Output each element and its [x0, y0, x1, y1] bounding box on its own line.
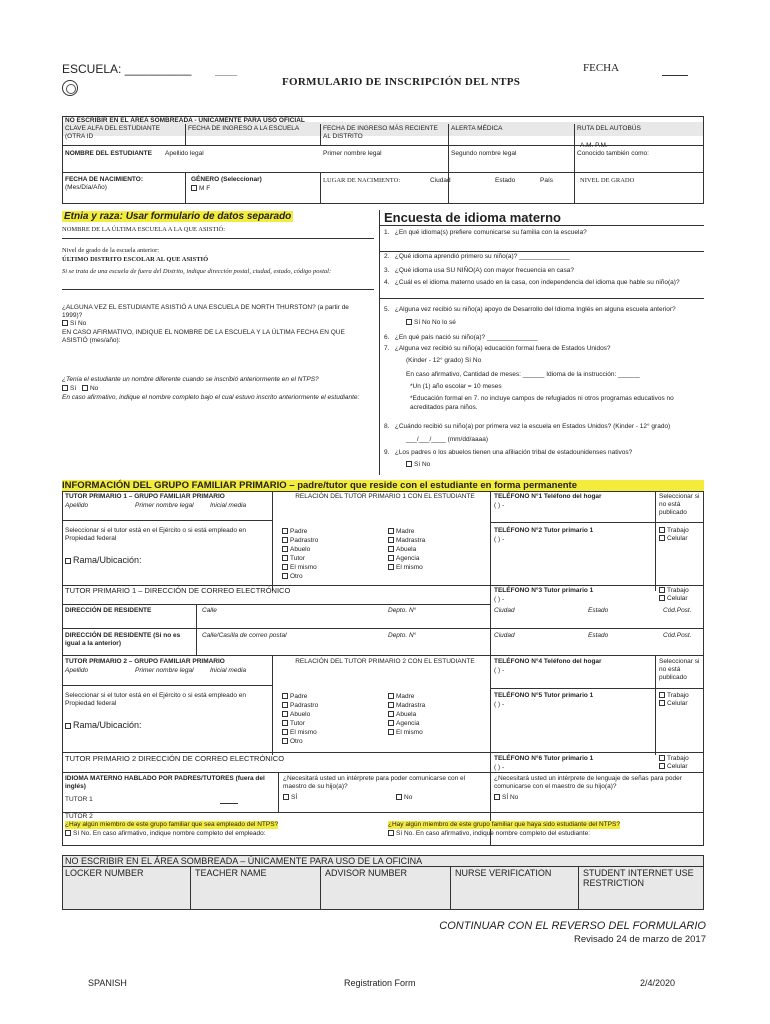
footer-date: 2/4/2020: [640, 978, 676, 988]
employee-question: ¿Hay algún miembro de este grupo familiar que sea empleado del NTPS?: [65, 821, 279, 828]
zip-label-2: Cód.Post.: [663, 632, 692, 639]
street-label: Calle: [202, 607, 217, 614]
first-name-label: Primer nombre legal: [323, 150, 382, 157]
family-banner: INFORMACIÓN DEL GRUPO FAMILIAR PRIMARIO – padre/tutor que reside con el estudiante en forma permanente: [62, 480, 704, 491]
phone6-type[interactable]: Trabajo Celular: [659, 755, 689, 771]
unlisted-select-2[interactable]: Seleccionar si no está publicado: [659, 658, 700, 681]
phone3-type[interactable]: Trabajo Celular: [659, 587, 689, 603]
survey-q5: ¿Alguna vez recibió su niño(a) apoyo de Desarrollo del Idioma Inglés en alguna escuela anterior?: [394, 306, 676, 313]
tutor1-military[interactable]: Seleccionar si el tutor está en el Ejército o si está empleado en Propiedad federal: [65, 527, 247, 542]
tutor2-military[interactable]: Seleccionar si el tutor está en el Ejército o si está empleado en Propiedad federal: [65, 692, 247, 707]
former-student-question: ¿Hay algún miembro de este grupo familiar que haya sido estudiante del NTPS?: [388, 821, 620, 828]
tutor1-firstname: Primer nombre legal: [135, 502, 194, 509]
last-district-label: ÚLTIMO DISTRITO ESCOLAR AL QUE ASISTIÓ: [62, 256, 209, 263]
interpreter-question: ¿Necesitará usted un intérprete para poder comunicarse con el maestro de su hijo(a)?: [283, 775, 466, 790]
other-name-detail: En caso afirmativo, indique el nombre completo bajo el cual estuvo inscrito anteriormente el estudiante:: [62, 394, 360, 401]
phone3-label: TELÉFONO N°3 Tutor primario 1: [494, 587, 594, 594]
medical-alert: ALERTA MÉDICA: [451, 125, 503, 132]
city-label-2: Ciudad: [494, 632, 515, 639]
student-alpha-key: CLAVE ALFA DEL ESTUDIANTE (OTRA ID: [65, 125, 161, 140]
survey-q9: ¿Los padres o los abuelos tienen una afiliación tribal de estadounidenses nativos?: [394, 449, 633, 456]
phone4-mask[interactable]: ( ) -: [494, 667, 505, 674]
tutor2-title: TUTOR PRIMARIO 2 – GRUPO FAMILIAR PRIMARIO: [65, 658, 225, 665]
school-label: ESCUELA: __________: [62, 62, 192, 76]
tutor2-relations-right[interactable]: Madre Madrastra Abuela Agencia El mismo: [388, 692, 425, 737]
employee-detail[interactable]: Sí No. En caso afirmativo, indique nombre completo del empleado:: [65, 830, 266, 838]
gender-label: GÉNERO (Seleccionar): [191, 176, 262, 183]
residence-address-label: DIRECCIÓN DE RESIDENTE: [65, 607, 152, 614]
zip-label-1: Cód.Post.: [663, 607, 692, 614]
survey-q8: ¿Cuándo recibió su niño(a) por primera vez la escuela en Estados Unidos? (Kinder - 12° grado): [394, 423, 671, 430]
middle-name-label: Segundo nombre legal: [451, 150, 517, 157]
district-entry-date: FECHA DE INGRESO MÁS RECIENTE AL DISTRITO: [323, 125, 438, 140]
phone1-label: TELÉFONO N°1 Teléfono del hogar: [494, 493, 602, 500]
school-entry-date: FECHA DE INGRESO A LA ESCUELA: [188, 125, 300, 132]
sign-language-question: ¿Necesitará usted un intérprete de lenguaje de señas para poder comunicarse con el maestro de su hijo(a)?: [494, 775, 682, 790]
student-name-label: NOMBRE DEL ESTUDIANTE: [65, 150, 152, 157]
tutor2-rama[interactable]: Rama/Ubicación:: [65, 720, 142, 730]
tutor1-language-label: TUTOR 1: [65, 796, 93, 803]
city-label-1: Ciudad: [494, 607, 515, 614]
phone1-mask[interactable]: ( ) -: [494, 502, 505, 509]
other-name-options[interactable]: Sí No: [62, 385, 98, 393]
tutor1-email-label: TUTOR PRIMARIO 1 – DIRECCIÓN DE CORREO ELECTRÓNICO: [65, 586, 291, 595]
survey-q7-note1: *Un (1) año escolar = 10 meses: [410, 383, 502, 390]
locker-number-label: LOCKER NUMBER: [65, 868, 144, 878]
phone3-mask[interactable]: ( ) -: [494, 596, 505, 603]
phone2-label: TELÉFONO N°2 Tutor primario 1: [494, 527, 594, 534]
revision-date: Revisado 24 de marzo de 2017: [573, 934, 706, 945]
phone6-mask[interactable]: ( ) -: [494, 764, 505, 771]
dob-format: (Mes/Día/Año): [65, 184, 107, 191]
survey-q8-format: ___/___/____ (mm/dd/aaaa): [406, 436, 489, 443]
survey-q1: ¿En qué idioma(s) prefiere comunicarse su familia con la escuela?: [394, 229, 587, 236]
aka-label: Conocido también como:: [577, 150, 649, 157]
fecha-label: FECHA: [583, 62, 620, 74]
tutor2-language-label: TUTOR 2: [65, 813, 93, 820]
tutor1-relations-right[interactable]: Madre Madrastra Abuela Agencia El mismo: [388, 527, 425, 572]
tutor2-relation-label: RELACIÓN DEL TUTOR PRIMARIO 2 CON EL ESTUDIANTE: [295, 658, 475, 665]
tutor2-lastname: Apellido: [65, 667, 89, 674]
birthplace-label: LUGAR DE NACIMIENTO:: [323, 177, 401, 184]
ethnicity-note: Etnia y raza: Usar formulario de datos separado: [64, 211, 292, 222]
tutor1-title: TUTOR PRIMARIO 1 – GRUPO FAMILIAR PRIMARIO: [65, 493, 225, 500]
survey-q7: ¿Alguna vez recibió su niño(a) educación formal fuera de Estados Unidos?: [394, 345, 611, 352]
apt-label: Depto. N°: [388, 607, 417, 614]
grade-level-label: NIVEL DE GRADO: [580, 177, 635, 184]
residence-address2-label: DIRECCIÓN DE RESIDENTE (Si no es igual a la anterior): [65, 632, 181, 647]
phone5-type[interactable]: Trabajo Celular: [659, 692, 689, 708]
interpreter-no[interactable]: No: [396, 794, 412, 802]
state-label: Estado: [495, 177, 516, 184]
survey-q3: ¿Qué idioma usa SU NIÑO(A) con mayor frecuencia en casa?: [394, 267, 575, 274]
survey-q2: ¿Qué idioma aprendió primero su niño(a)?: [394, 253, 518, 260]
interpreter-yes[interactable]: SÍ: [283, 794, 297, 802]
nt-attended-options[interactable]: Sí No: [62, 320, 86, 328]
continue-note: CONTINUAR CON EL REVERSO DEL FORMULARIO: [439, 920, 706, 932]
other-name-question: ¿Tenía el estudiante un nombre diferente cuando se inscribió anteriormente en el NTPS?: [62, 376, 319, 383]
dob-label: FECHA DE NACIMIENTO:: [65, 176, 143, 183]
bus-route: RUTA DEL AUTOBÚS: [577, 125, 641, 132]
unlisted-select[interactable]: Seleccionar si no está publicado: [659, 493, 700, 516]
sign-language-options[interactable]: SÍ No: [494, 794, 518, 802]
form-title: FORMULARIO DE INSCRIPCIÓN DEL NTPS: [282, 76, 521, 88]
survey-q4: ¿Cuál es el idioma materno usado en la casa, con independencia del idioma que hable su niño(a)?: [394, 279, 680, 286]
phone6-label: TELÉFONO N°6 Tutor primario 1: [494, 755, 594, 762]
seal-icon: [62, 80, 78, 96]
country-label: País: [540, 177, 554, 184]
nt-attended-detail: EN CASO AFIRMATIVO, INDIQUE EL NOMBRE DE LA ESCUELA Y LA ÚLTIMA FECHA EN QUE ASISTIÓ (mes/año):: [62, 329, 345, 344]
prev-grade-label: Nivel de grado de la escuela anterior:: [62, 247, 160, 254]
advisor-number-label: ADVISOR NUMBER: [325, 868, 408, 878]
footer-form-name: Registration Form: [344, 978, 416, 988]
home-language-label: IDIOMA MATERNO HABLADO POR PADRES/TUTORES (fuera del inglés): [65, 775, 265, 790]
gender-options[interactable]: M F: [191, 185, 210, 193]
phone4-label: TELÉFONO N°4 Teléfono del hogar: [494, 658, 602, 665]
tutor1-initial: Inicial media: [210, 502, 247, 509]
apt-label-2: Depto. N°: [388, 632, 417, 639]
office-use-title: NO ESCRIBIR EN EL ÁREA SOMBREADA - ÚNICAMENTE PARA USO OFICIAL: [65, 117, 305, 124]
am-pm: A.M. P.M.: [580, 142, 608, 149]
survey-q6: ¿En qué país nació su niño(a)?: [394, 334, 486, 341]
tutor1-rama[interactable]: Rama/Ubicación:: [65, 555, 142, 565]
phone5-mask[interactable]: ( ) -: [494, 701, 505, 708]
tutor1-relations-left[interactable]: Padre Padrastro Abuelo Tutor El mismo Otro: [282, 527, 318, 581]
survey-q7-detail: En caso afirmativo, Cantidad de meses: ______ Idioma de la instrucción: ______: [406, 371, 640, 378]
survey-title: Encuesta de idioma materno: [384, 210, 561, 225]
survey-q5-options[interactable]: Sí No No lo sé: [406, 318, 456, 327]
state-label-1: Estado: [588, 607, 609, 614]
last-name-label: Apellido legal: [165, 150, 204, 157]
internet-restriction-label: STUDENT INTERNET USE RESTRICTION: [583, 868, 694, 888]
phone2-mask[interactable]: ( ) -: [494, 536, 505, 543]
nurse-verification-label: NURSE VERIFICATION: [455, 868, 552, 878]
state-label-2: Estado: [588, 632, 609, 639]
tutor2-relations-left[interactable]: Padre Padrastro Abuelo Tutor El mismo Otro: [282, 692, 318, 746]
city-label: Ciudad: [430, 177, 451, 184]
nt-attended-question: ¿ALGUNA VEZ EL ESTUDIANTE ASISTIÓ A UNA ESCUELA DE NORTH THURSTON? (a partir de 1999)?: [62, 304, 349, 319]
phone5-label: TELÉFONO N°5 Tutor primario 1: [494, 692, 594, 699]
tutor2-initial: Inicial media: [210, 667, 247, 674]
tutor1-relation-label: RELACIÓN DEL TUTOR PRIMARIO 1 CON EL ESTUDIANTE: [295, 493, 475, 500]
survey-q7-note2: *Educación formal en 7. no incluye campos de refugiados ni otros programas educativos no acreditados para niños.: [410, 395, 674, 411]
teacher-name-label: TEACHER NAME: [195, 868, 267, 878]
former-student-detail[interactable]: Sí No. En caso afirmativo, indique nombre completo del estudiante:: [388, 830, 590, 838]
survey-q7-sub[interactable]: (Kinder - 12° grado) Sí No: [406, 357, 482, 364]
phone2-type[interactable]: Trabajo Celular: [659, 527, 689, 543]
street-po-label: Calle/Casilla de correo postal: [202, 632, 287, 639]
tutor1-lastname: Apellido: [65, 502, 89, 509]
tutor2-firstname: Primer nombre legal: [135, 667, 194, 674]
survey-q9-options[interactable]: Sí No: [406, 460, 430, 469]
office-use-title-2: NO ESCRIBIR EN EL ÁREA SOMBREADA – ÚNICAMENTE PARA USO DE LA OFICINA: [65, 856, 423, 866]
district-note: Si se trata de una escuela de fuera del Distrito, indique dirección postal, ciudad, estado, código postal:: [62, 268, 332, 275]
tutor2-email-label: TUTOR PRIMARIO 2 DIRECCIÓN DE CORREO ELECTRÓNICO: [65, 754, 285, 763]
last-school-label: NOMBRE DE LA ÚLTIMA ESCUELA A LA QUE ASISTIÓ:: [62, 226, 225, 233]
footer-language: SPANISH: [88, 978, 127, 988]
